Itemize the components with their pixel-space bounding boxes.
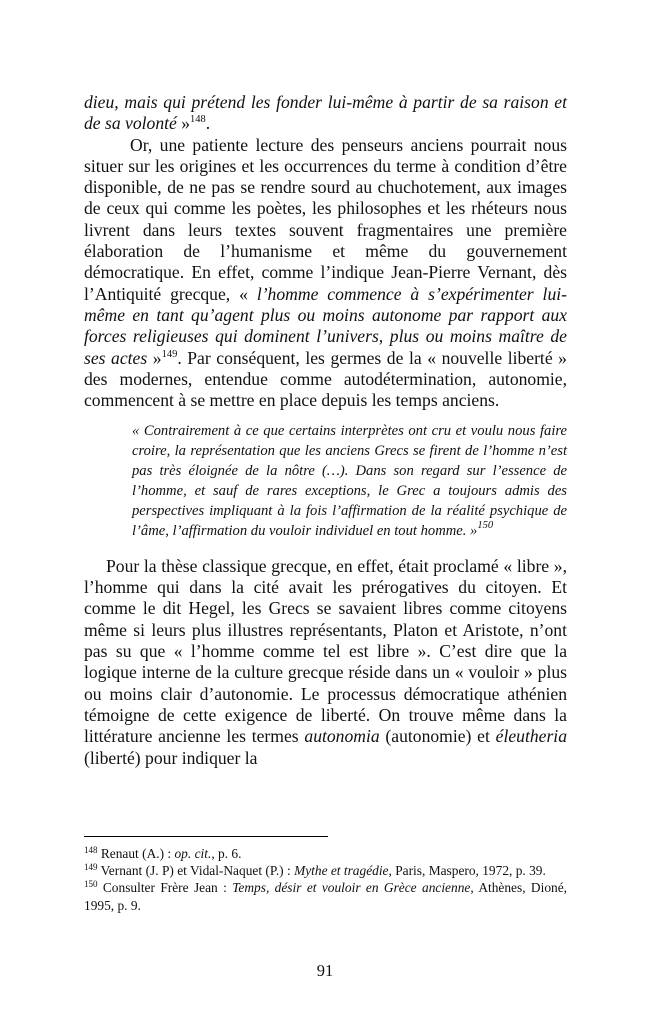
- quote-continuation: dieu, mais qui prétend les fonder lui-même à partir de sa raison et de sa volonté: [84, 92, 567, 134]
- paragraph-3-end: (liberté) pour indiquer la: [84, 747, 258, 768]
- paragraph-3: [84, 556, 567, 769]
- footnote-149: [84, 862, 567, 879]
- footnote-text: Vernant (J. P) et Vidal-Naquet (P.) :: [97, 863, 295, 879]
- footnote-separator: [84, 836, 328, 837]
- paragraph-2-text: Or, une patiente lecture des penseurs anciens pourrait nous situer sur les origines et les occurrences du terme à condition d’être disponible, de ne pas se rendre sourd au chuchotement, aux images de ceux qui comme les poètes, les philosophes et les rhéteurs nous livrent dans leurs textes souvent fragmentaires une première élaboration de l’humanisme et même du gouvernement démocratique. En effet, comme l’indique Jean-Pierre Vernant, dès l’Antiquité grecque, «: [84, 134, 567, 304]
- footnote-ref-148[interactable]: 148: [190, 114, 206, 126]
- paragraph-3-text: Pour la thèse classique grecque, en effet, était proclamé « libre », l’homme qui dans la cité avait les prérogatives du citoyen. Et comme le dit Hegel, les Grecs se savaient libres comme citoyens même si leurs plus illustres représentants, Platon et Aristote, n’ont pas su que « l’homme comme tel est libre ». C’est dire que la logique interne de la culture grecque réside dans un « vouloir » plus ou moins clair d’autonomie. Le processus démocratique athénien témoigne de cette exigence de liberté. On trouve même dans la littérature ancienne les termes: [84, 555, 567, 747]
- footnote-number: 148: [84, 845, 98, 855]
- footnotes: [84, 845, 567, 914]
- paragraph-continuation: [84, 92, 567, 135]
- paragraph-3-mid: (autonomie) et: [379, 726, 496, 747]
- paragraph-2: [84, 135, 567, 412]
- paragraph-2-end: . Par conséquent, les germes de la « nouvelle liberté » des modernes, entendue comme autodétermination, autonomie, commencent à se mettre en place depuis les temps anciens.: [84, 347, 567, 411]
- footnote-text: Renaut (A.) :: [97, 846, 175, 861]
- footnote-ref-149[interactable]: 149: [161, 348, 178, 360]
- footnote-title: Mythe et tragédie: [294, 863, 389, 879]
- period: .: [205, 113, 211, 134]
- page-number: 91: [316, 961, 334, 980]
- page-body: [84, 92, 567, 769]
- footnote-text: , Athènes, Dioné, 1995, p. 9.: [84, 880, 567, 913]
- footnote-150: [84, 879, 567, 913]
- term-eleutheria: éleutheria: [495, 726, 567, 747]
- block-quote-text: « Contrairement à ce que certains interprètes ont cru et voulu nous faire croire, la représentation que les anciens Grecs se firent de l’homme n’est pas très éloignée de la nôtre (…). Dans son regard sur l’essence de l’homme, et sauf de rares exceptions, le Grec a toujours admis des perspectives impliquant à la fois l’affirmation de la réalité psychique de l’âme, l’affirmation du vouloir individuel en tout homme. »: [132, 423, 567, 539]
- footnote-text: , Paris, Maspero, 1972, p. 39.: [388, 863, 546, 879]
- footnote-title: Temps, désir et vouloir en Grèce ancienne: [232, 880, 471, 896]
- footnote-number: 150: [84, 879, 98, 890]
- quote-close: »: [147, 347, 162, 368]
- footnote-text: Consulter Frère Jean :: [97, 880, 233, 896]
- vernant-quote: l’homme commence à s’expérimenter lui-même en tant qu’agent plus ou moins autonome par rapport aux forces religieuses qui dominent l’univers, plus ou moins maître de ses actes: [84, 283, 567, 368]
- footnote-title: op. cit.: [174, 846, 212, 861]
- footnote-number: 149: [84, 862, 98, 873]
- footnote-ref-150[interactable]: 150: [477, 519, 494, 531]
- footnote-text: , p. 6.: [211, 846, 242, 861]
- term-autonomia: autonomia: [304, 726, 380, 747]
- block-quote: [132, 422, 567, 541]
- footnote-148: [84, 845, 567, 862]
- quote-close: »: [176, 113, 191, 134]
